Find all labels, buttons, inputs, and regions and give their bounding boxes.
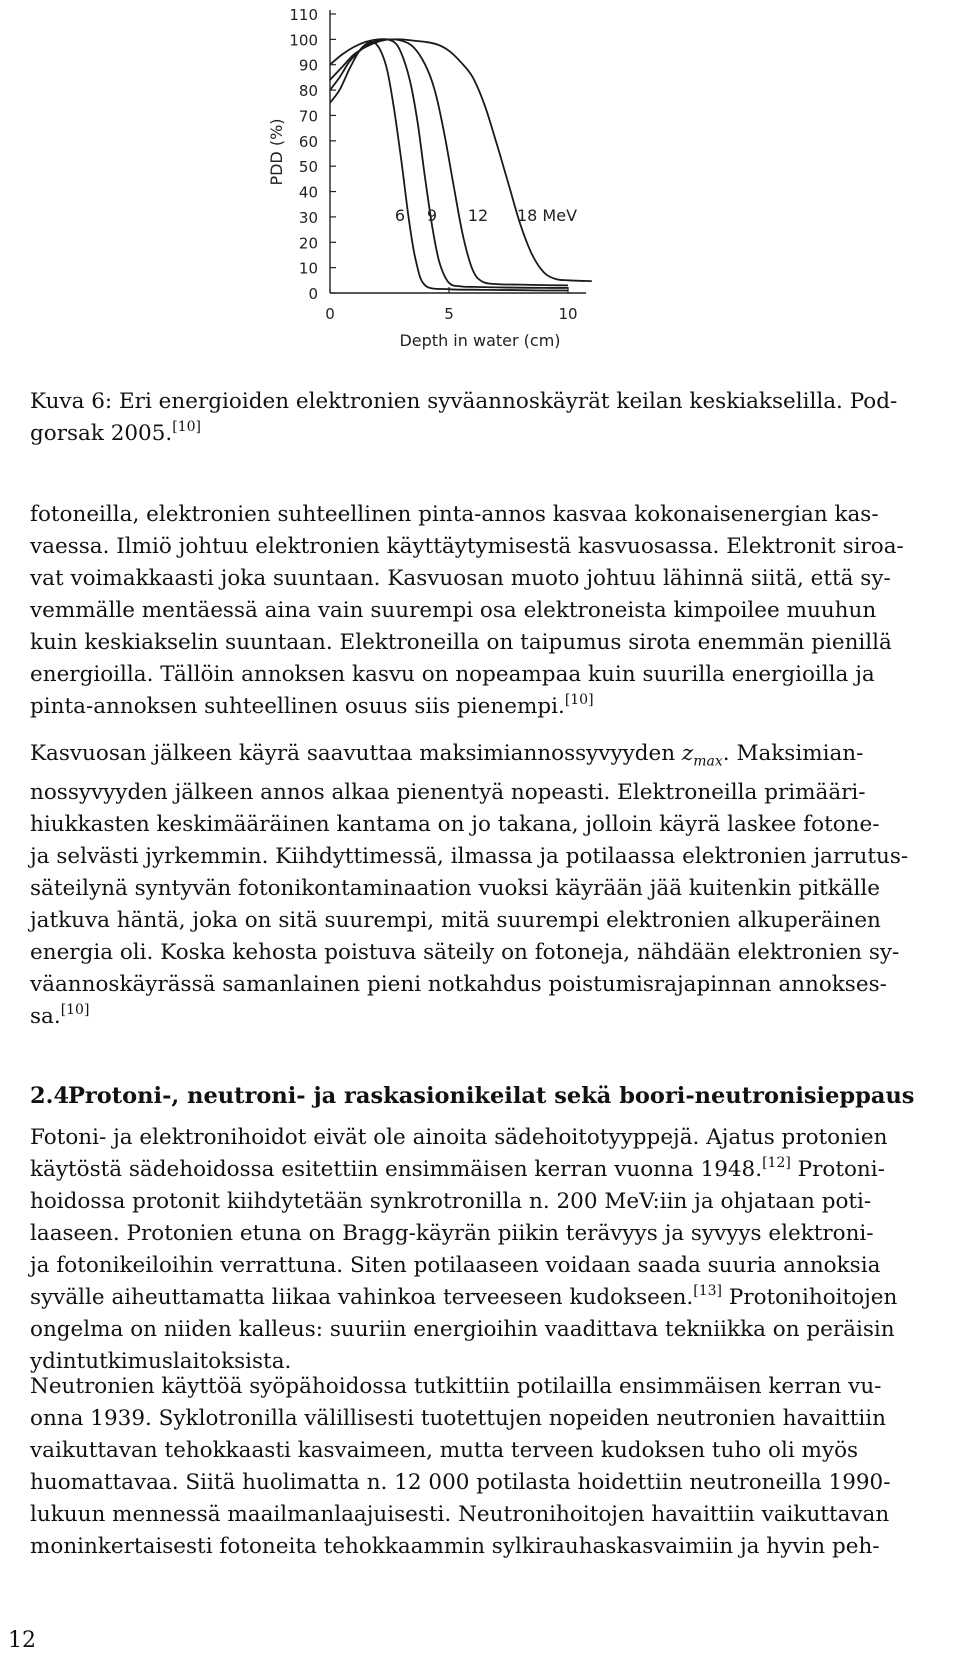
- x-tick-label: 5: [444, 305, 454, 323]
- caption-line: Kuva 6: Eri energioiden elektronien syväannoskäyrät keilan keskiakselilla. Pod-: [30, 389, 898, 414]
- text-line: hiukkasten keskimääräinen kantama on jo takana, jolloin käyrä laskee fotone-: [30, 812, 880, 838]
- text-line: huomattavaa. Siitä huolimatta n. 12 000 potilasta hoidettiin neutroneilla 1990-: [30, 1470, 891, 1495]
- text-line: vat voimakkaasti joka suuntaan. Kasvuosan muoto johtuu lähinnä siitä, että sy-: [30, 566, 891, 591]
- text-line: sa.: [30, 1004, 61, 1030]
- y-tick-label: 20: [298, 234, 318, 253]
- y-axis-label: PDD (%): [267, 118, 286, 186]
- text-line: Protoni-: [790, 1157, 885, 1182]
- citation-ref[interactable]: [10]: [172, 419, 201, 435]
- text-line: ongelma on niiden kalleus: suuriin energioihin vaadittava tekniikka on peräisin: [30, 1317, 895, 1342]
- text-line: energioilla. Tällöin annoksen kasvu on nopeampaa kuin suurilla energioilla ja: [30, 662, 875, 687]
- caption-line: gorsak 2005.: [30, 421, 173, 446]
- text-line: ja selvästi jyrkemmin. Kiihdyttimessä, ilmassa ja potilaassa elektronien jarrutus-: [30, 844, 909, 870]
- text-line: Fotoni- ja elektronihoidot eivät ole ainoita sädehoitotyyppejä. Ajatus protonien: [30, 1125, 888, 1150]
- y-tick-label: 60: [298, 132, 318, 151]
- page-number: 12: [8, 1628, 36, 1653]
- text-line: fotoneilla, elektronien suhteellinen pinta-annos kasvaa kokonaisenergian kas-: [30, 502, 879, 527]
- text-line: moninkertaisesti fotoneita tehokkaammin sylkirauhaskasvaimiin ja hyvin peh-: [30, 1534, 880, 1559]
- x-tick-label: 10: [558, 305, 578, 323]
- zmax-symbol: $z_{max}$: [681, 741, 723, 770]
- series-label: 18 MeV: [516, 206, 578, 225]
- text-line: onna 1939. Syklotronilla välillisesti tuotettujen nopeiden neutronien havaittiin: [30, 1406, 886, 1431]
- section-heading: [30, 1080, 946, 1112]
- text-line: Neutronien käyttöä syöpähoidossa tutkittiin potilailla ensimmäisen kerran vu-: [30, 1374, 882, 1399]
- series-line: [330, 39, 568, 285]
- text-line: jatkuva häntä, joka on sitä suurempi, mitä suurempi elektronien alkuperäinen: [30, 908, 881, 934]
- citation-ref[interactable]: [10]: [564, 692, 594, 708]
- y-tick-label: 30: [298, 208, 318, 227]
- text-line: lukuun mennessä maailmanlaajuisesti. Neutronihoitojen havaittiin vaikuttavan: [30, 1502, 890, 1527]
- section-number: 2.4: [30, 1083, 70, 1109]
- text-line: väannoskäyrässä samanlainen pieni notkahdus poistumisrajapinnan annokses-: [30, 972, 887, 998]
- text-line: vaikuttavan tehokkaasti kasvaimeen, mutta terveen kudoksen tuho oli myös: [30, 1438, 859, 1463]
- y-tick-label: 80: [298, 82, 318, 101]
- series-label: 6: [394, 206, 406, 225]
- pdd-chart: [250, 0, 650, 378]
- text-line: pinta-annoksen suhteellinen osuus siis pienempi.: [30, 694, 565, 719]
- paragraph: [30, 738, 946, 1033]
- series-line: [330, 39, 592, 281]
- paragraph: [30, 1371, 946, 1563]
- text-line: hoidossa protonit kiihdytetään synkrotronilla n. 200 MeV:iin ja ohjataan poti-: [30, 1189, 872, 1214]
- chart-curves: [330, 39, 592, 290]
- text-line: vemmälle mentäessä aina vain suurempi osa elektroneista kimpoilee muuhun: [30, 598, 877, 623]
- x-tick-label: 0: [325, 305, 335, 323]
- y-tick-label: 70: [298, 107, 318, 126]
- y-tick-label: 90: [298, 56, 318, 75]
- text-line: . Maksimian-: [722, 741, 864, 766]
- text-line: Protonihoitojen: [722, 1285, 898, 1310]
- figure-caption: [30, 386, 946, 450]
- y-tick-label: 100: [289, 31, 318, 50]
- x-axis-label: Depth in water (cm): [399, 331, 561, 350]
- text-line: ydintutkimuslaitoksista.: [30, 1349, 292, 1374]
- text-line: syvälle aiheuttamatta liikaa vahinkoa terveeseen kudokseen.: [30, 1285, 694, 1310]
- text-line: käytöstä sädehoidossa esitettiin ensimmäisen kerran vuonna 1948.: [30, 1157, 763, 1182]
- text-line: laaseen. Protonien etuna on Bragg-käyrän piikin terävyys ja syvyys elektroni-: [30, 1221, 874, 1246]
- y-tick-label: 110: [289, 6, 318, 24]
- y-tick-label: 10: [298, 259, 318, 278]
- text-line: vaessa. Ilmiö johtuu elektronien käyttäytymisestä kasvuosassa. Elektronit siroa-: [30, 534, 904, 559]
- section-title: Protoni-, neutroni- ja raskasionikeilat sekä boori-neutronisieppaus: [68, 1083, 915, 1109]
- text-line: ja fotonikeiloihin verrattuna. Siten potilaaseen voidaan saada suuria annoksia: [30, 1253, 881, 1278]
- series-label: 12: [467, 206, 489, 225]
- y-tick-label: 50: [298, 158, 318, 177]
- text-line: energia oli. Koska kehosta poistuva säteily on fotoneja, nähdään elektronien sy-: [30, 940, 900, 966]
- chart-ticks: [289, 6, 577, 323]
- text-line: säteilynä syntyvän fotonikontaminaation vuoksi käyrään jää kuitenkin pitkälle: [30, 876, 881, 902]
- text-line: Kasvuosan jälkeen käyrä saavuttaa maksimiannossyvyyden: [30, 741, 682, 766]
- text-line: nossyvyyden jälkeen annos alkaa pienentyä nopeasti. Elektroneilla primääri-: [30, 780, 866, 806]
- y-tick-label: 40: [298, 183, 318, 202]
- y-tick-label: 0: [308, 285, 318, 303]
- citation-ref[interactable]: [12]: [762, 1155, 791, 1171]
- chart-axes: [330, 10, 586, 293]
- citation-ref[interactable]: [13]: [693, 1283, 723, 1299]
- chart-labels: [395, 206, 577, 225]
- paragraph: [30, 1122, 946, 1378]
- paragraph: [30, 499, 946, 723]
- citation-ref[interactable]: [10]: [60, 1002, 90, 1019]
- text-line: kuin keskiakselin suuntaan. Elektroneilla on taipumus sirota enemmän pienillä: [30, 630, 892, 655]
- series-label: 9: [426, 206, 438, 225]
